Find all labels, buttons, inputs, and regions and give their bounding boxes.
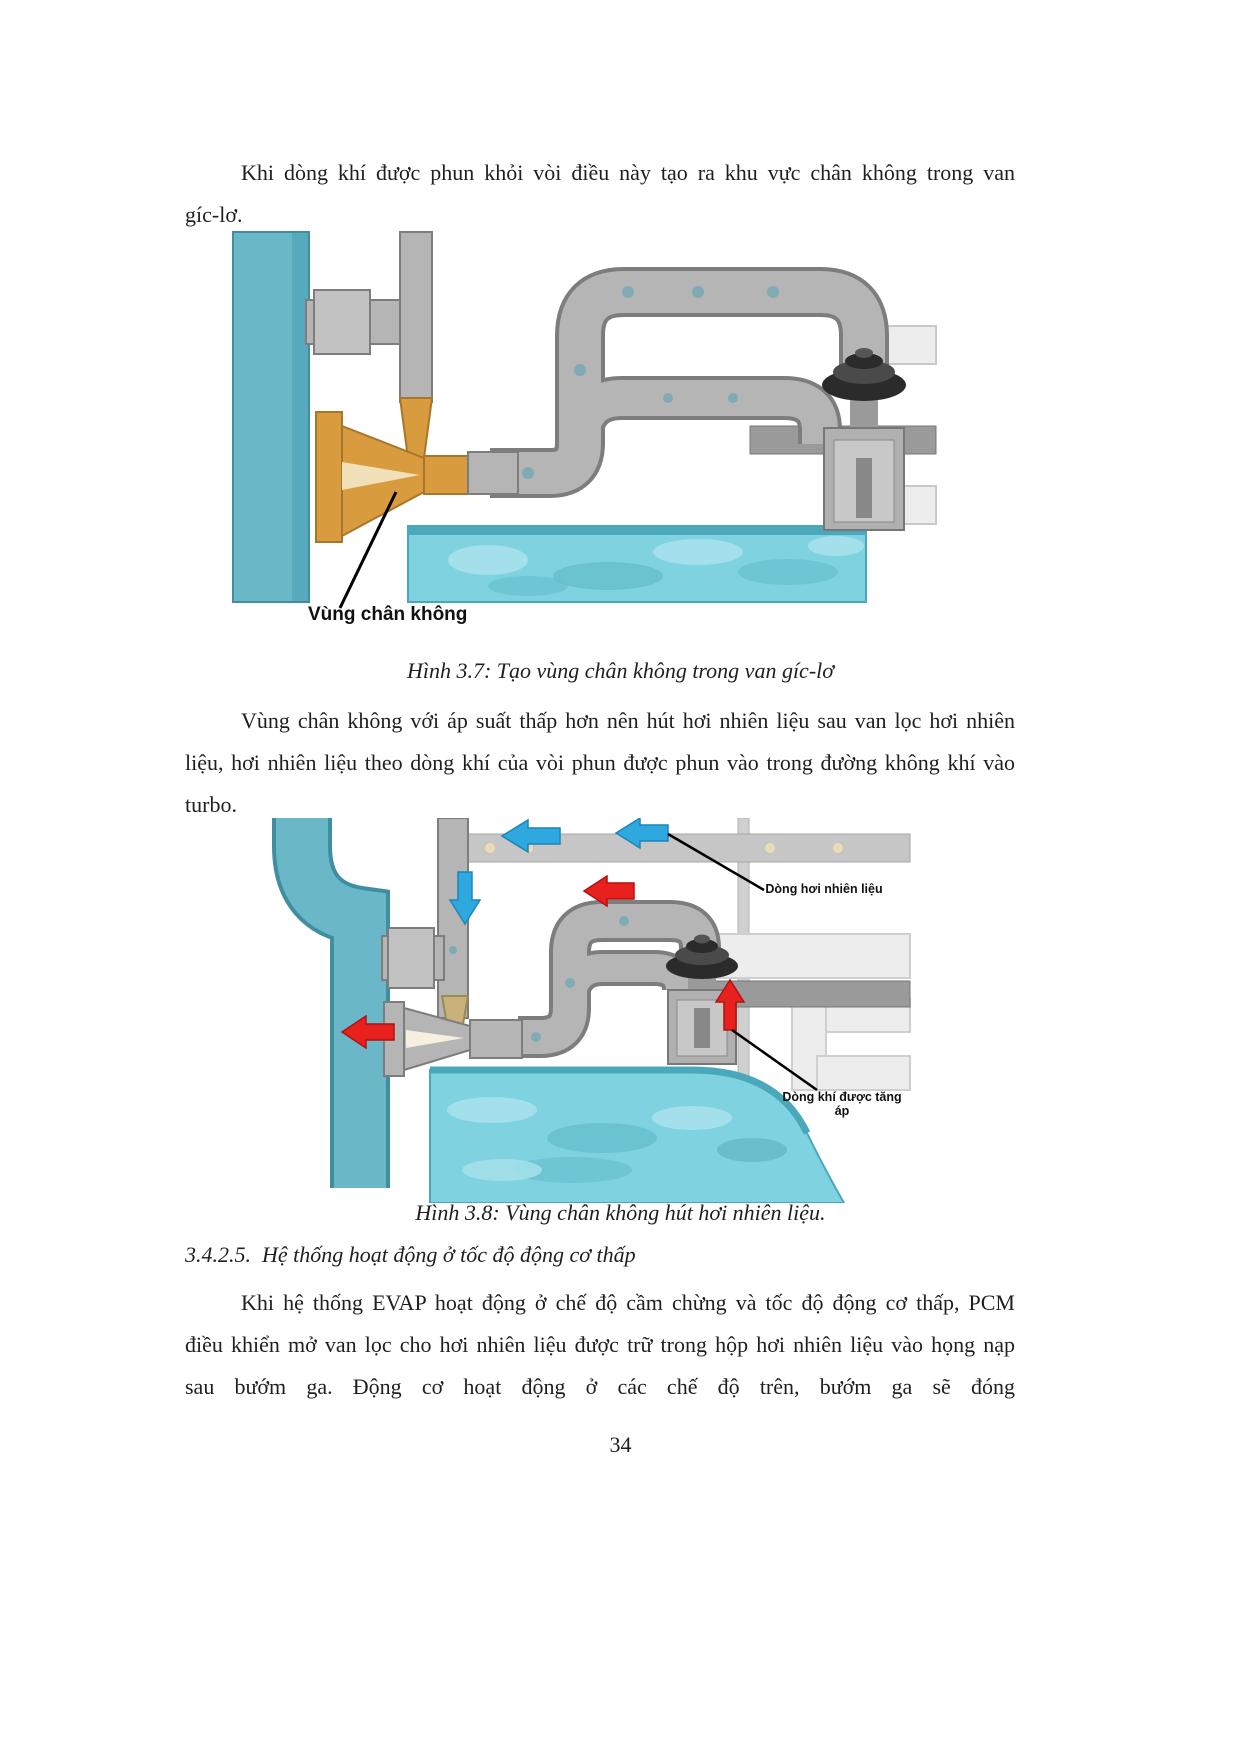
fig37-throttle-pipe xyxy=(306,232,432,402)
fig38-boost-air-label: Dòng khí được tăng áp xyxy=(782,1090,902,1118)
fig38-intake-duct xyxy=(302,818,360,1188)
fig37-intake-manifold xyxy=(408,526,866,602)
fig38-diagram-svg xyxy=(272,818,912,1203)
figure-3-8-caption: Hình 3.8: Vùng chân không hút hơi nhiên liệu. xyxy=(415,1200,826,1225)
fig38-jet-valve xyxy=(384,996,522,1076)
figure-3-7 xyxy=(228,230,940,644)
paragraph-2: Vùng chân không với áp suất thấp hơn nên hút hơi nhiên liệu sau van lọc hơi nhiên liệu, hơi nhiên liệu theo dòng khí của vòi phun được phun vào trong đường không khí vào turbo. xyxy=(185,708,1015,817)
fig37-purge-valve xyxy=(822,348,906,530)
paragraph-1: Khi dòng khí được phun khỏi vòi điều này tạo ra khu vực chân không trong van gíc-lơ. xyxy=(185,160,1015,227)
figure-3-8 xyxy=(272,818,914,1206)
fig37-diagram-svg xyxy=(228,230,938,640)
paragraph-3: Khi hệ thống EVAP hoạt động ở chế độ cầm chừng và tốc độ động cơ thấp, PCM điều khiển mở van lọc cho hơi nhiên liệu được trữ trong hộp hơi nhiên liệu vào họng nạp sau bướm ga. Động cơ hoạt động ở các chế độ trên, bướm ga sẽ đóng xyxy=(185,1290,1015,1399)
figure-3-7-caption: Hình 3.7: Tạo vùng chân không trong van gíc-lơ xyxy=(406,658,835,683)
page-number: 34 xyxy=(609,1432,632,1457)
fig38-throttle-pipe xyxy=(382,928,444,988)
fig37-intake-duct xyxy=(233,232,309,602)
section-heading-3-4-2-5: 3.4.2.5. Hệ thống hoạt động ở tốc độ động cơ thấp xyxy=(185,1242,636,1267)
fig37-jet-valve xyxy=(316,398,470,542)
fig37-vacuum-zone-label: Vùng chân không xyxy=(308,604,468,625)
fig38-fuel-vapor-label: Dòng hơi nhiên liệu xyxy=(765,882,883,896)
fig37-venturi-exit-pipe xyxy=(468,452,518,494)
